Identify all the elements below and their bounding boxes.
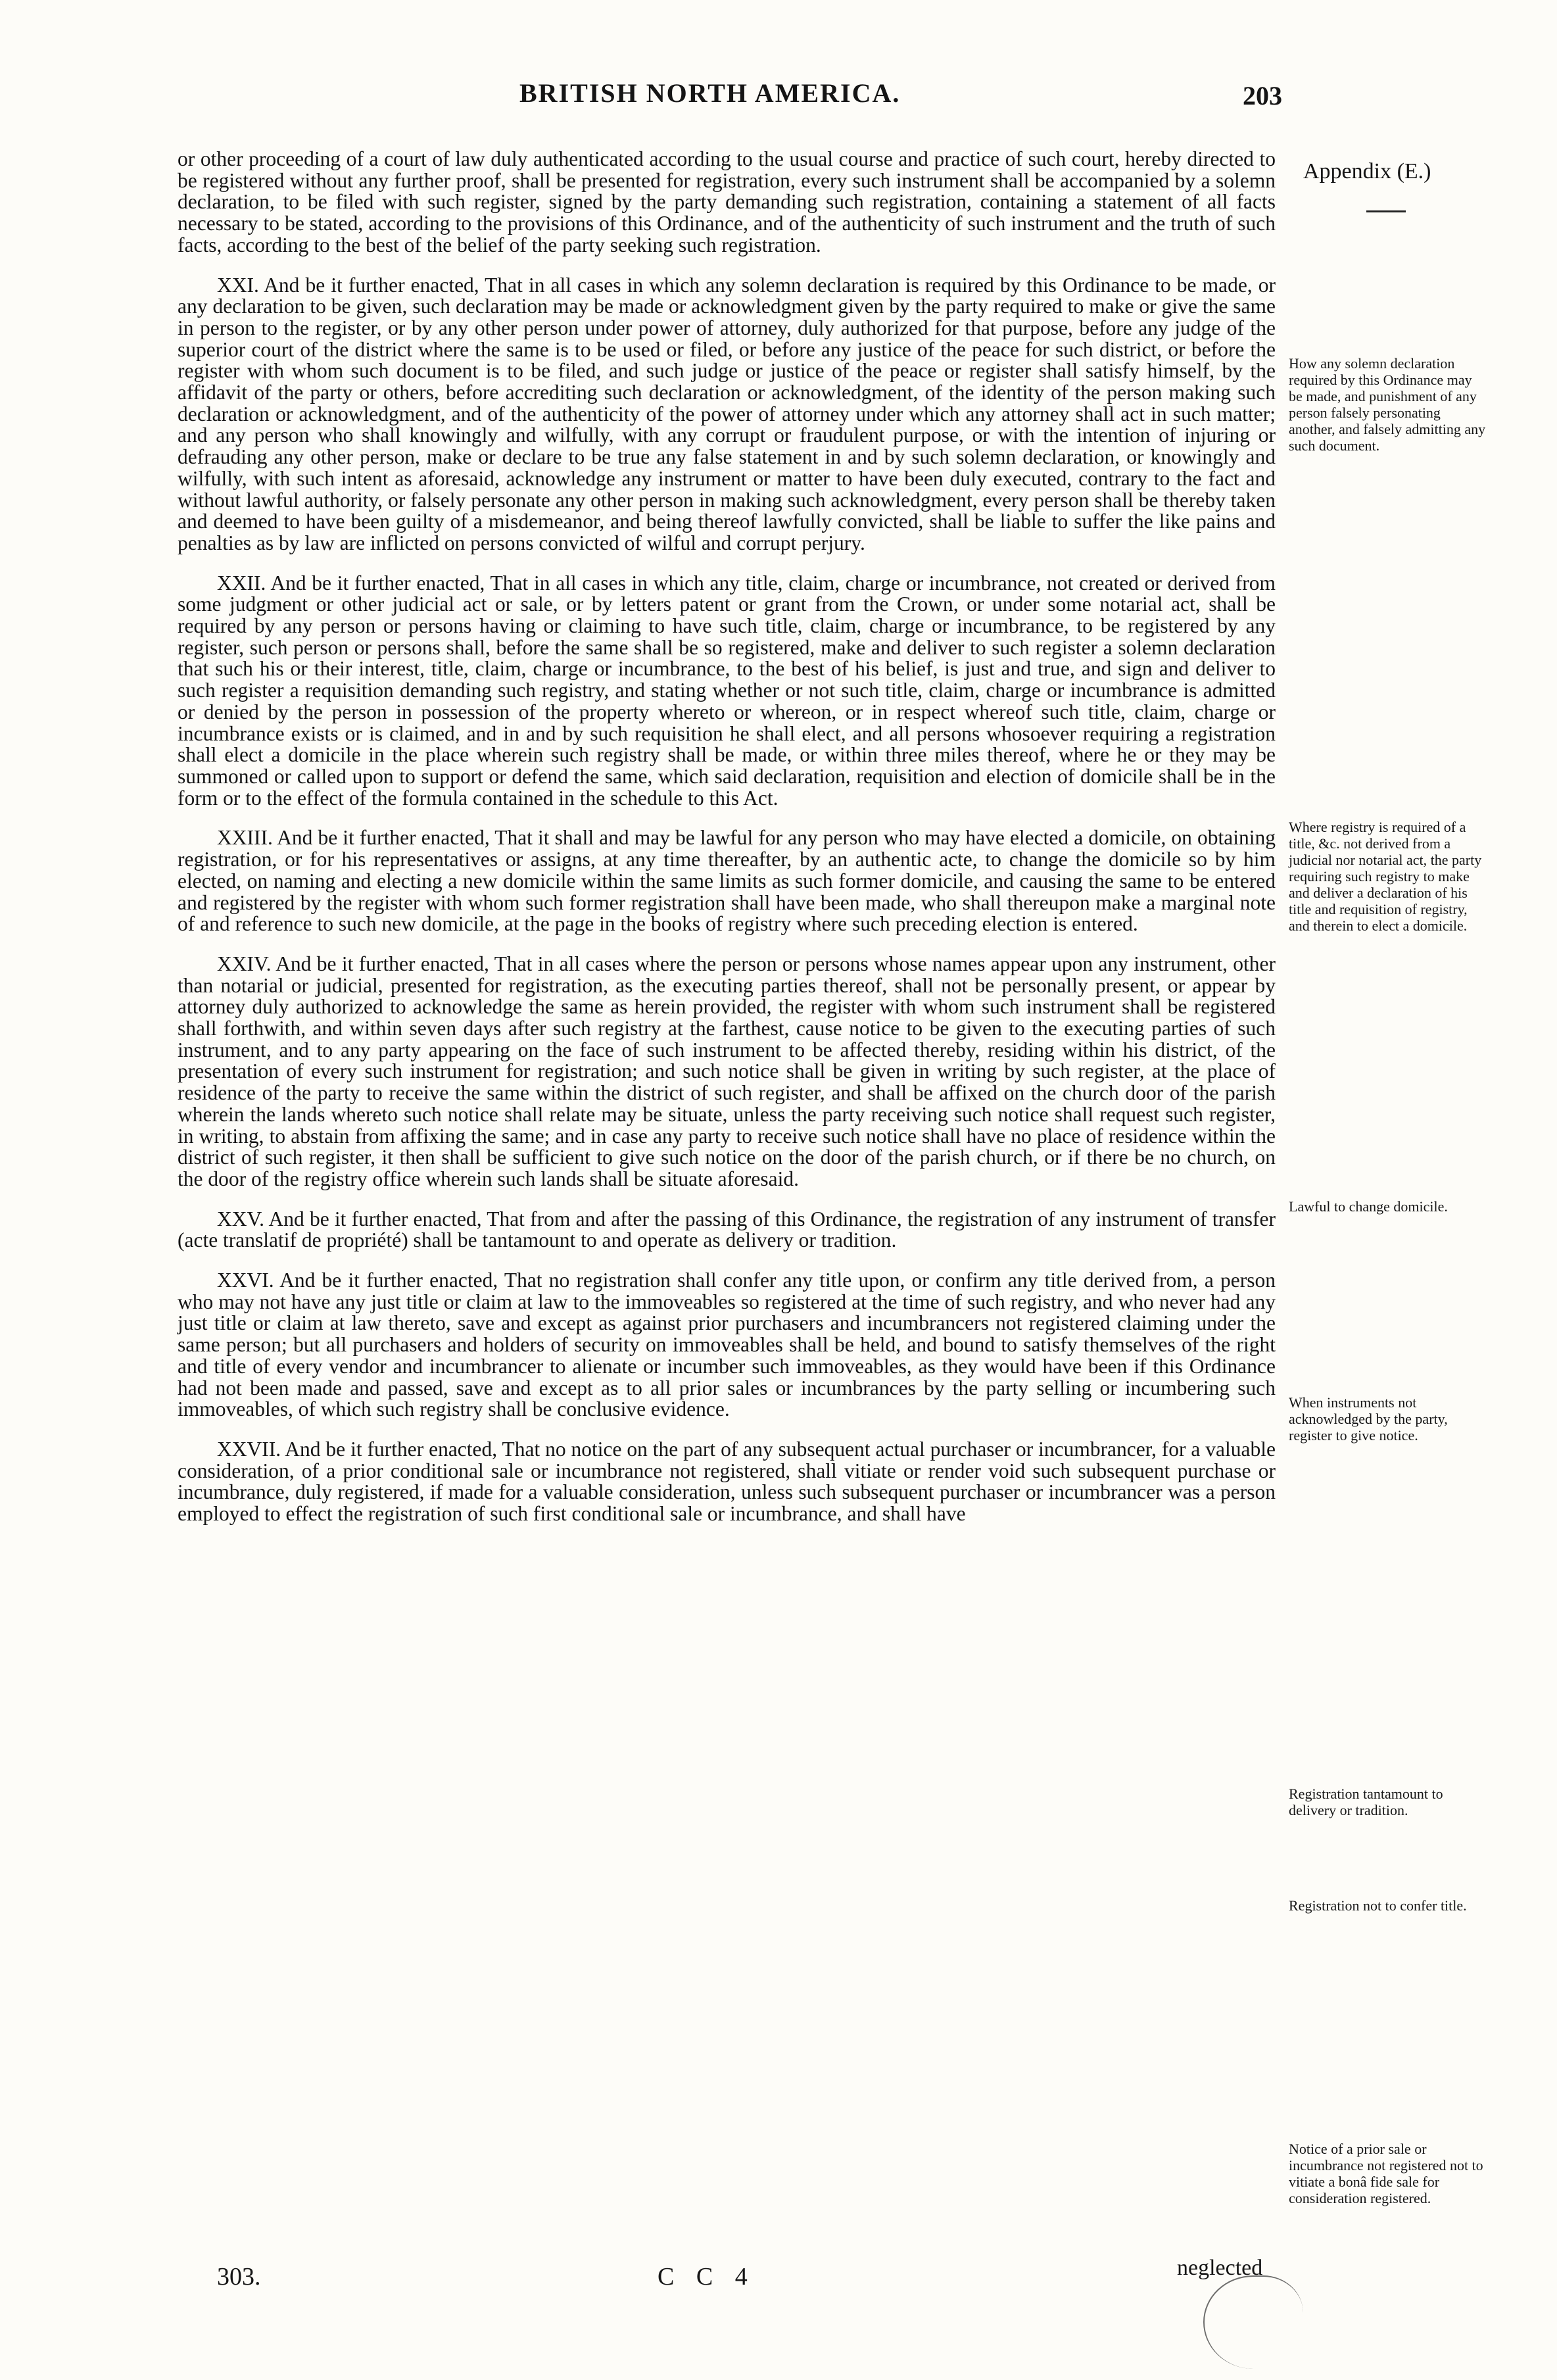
margin-note-xxi: How any solemn declaration required by this Ordinance may be made, and punishment of any person falsely personating another, and falsely admitting any such document. [1289, 355, 1486, 454]
section-xxvi: XXVI. And be it further enacted, That no registration shall confer any title upon, or confirm any title derived from, a person who may not have any just title or claim at law to the immoveables so registered at the time of such registry, and who never had any just title or claim at law thereto, save and except as against prior purchasers and incumbrancers not registered claiming under the same person; but all purchasers and holders of security on immoveables shall be held, and bound to satisfy themselves of the right and title of every vendor and incumbrancer to alienate or incumber such immoveables, as they would have been if this Ordinance had not been made and passed, save and except as to all prior sales or incumbrances by the party selling or incumbering such immoveables, of which such registry shall be conclusive evidence. [178, 1269, 1276, 1421]
appendix-label: Appendix (E.) [1303, 159, 1431, 183]
page-header [0, 78, 1557, 130]
margin-note-xxvii: Notice of a prior sale or incumbrance not registered not to vitiate a bonâ fide sale for consideration registered. [1289, 2141, 1483, 2206]
section-xxiii: XXIII. And be it further enacted, That it shall and may be lawful for any person who may have elected a domicile, on obtaining registration, or for his representatives or assigns, at any time thereafter, by an authentic acte, to change the domicile so by him elected, on naming and electing a new domicile within the same limits as such former domicile, and causing the same to be entered and registered by the register with whom such former registration shall have been made, who shall thereupon make a marginal note of and reference to such new domicile, at the page in the books of registry where such preceding election is entered. [178, 826, 1276, 936]
body-text [178, 149, 1276, 1543]
pencil-mark-icon [1203, 2275, 1303, 2369]
margin-note-xxv: Registration tantamount to delivery or tradition. [1289, 1785, 1443, 1818]
signature-mark: C C 4 [658, 2263, 755, 2291]
section-xxiv: XXIV. And be it further enacted, That in all cases where the person or persons whose names appear upon any instrument, other than notarial or judicial, presented for registration, as the executing parties thereof, shall not be personally present, or appear by attorney duly authorized to acknowledge the same as herein provided, the register with whom such instrument shall be registered shall forthwith, and within seven days after such registry at the farthest, cause notice to be given to the executing parties of such instrument, and to any party appearing on the face of such instrument to be affected thereby, residing within his district, of the presentation of every such instrument for registration; and such notice shall be given in writing by such register, at the place of residence of the party to receive the same within the district of such register, and shall be affixed on the church door of the parish wherein the lands whereto such notice shall relate may be situate, unless the party receiving such notice shall request such register, in writing, to abstain from affixing the same; and in case any party to receive such notice shall have no place of residence within the district of such register, it then shall be sufficient to give such notice on the door of the parish church, or if there be no church, on the door of the registry office wherein such lands shall be situate aforesaid. [178, 952, 1276, 1190]
section-xxi: XXI. And be it further enacted, That in all cases in which any solemn declaration is required by this Ordinance to be made, or any declaration to be given, such declaration may be made or acknowledgment given by the party required to make or give the same in person to the register, or by any other person under power of attorney, duly authorized for that purpose, before any judge of the superior court of the district where the same is to be used or filed, or before any justice of the peace for such district, or before the register with whom such document is to be filed, and such judge or justice of the peace or register shall satisfy himself, by the affidavit of the party or others, before accrediting such declaration or acknowledgment, of the identity of the person making such declaration or acknowledgment, and of the authenticity of the power of attorney under which any attorney shall act in such matter; and any person who shall knowingly and wilfully, with any corrupt or fraudulent purpose, or with the intention of injuring or defrauding any other person, make or declare to be true any false statement in and by such solemn declaration, or knowingly and wilfully, with such intent as aforesaid, acknowledge any instrument or matter to have been duly executed, contrary to the fact and without lawful authority, or falsely personate any other person in making such acknowledgment, every person shall be thereby taken and deemed to have been guilty of a misdemeanor, and being thereof lawfully convicted, shall be liable to suffer the like pains and penalties as by law are inflicted on persons convicted of wilful and corrupt perjury. [178, 273, 1276, 554]
page-number: 203 [1243, 81, 1282, 110]
margin-note-xxiii: Lawful to change domicile. [1289, 1198, 1448, 1215]
running-title: BRITISH NORTH AMERICA. [519, 78, 901, 108]
catchword: neglected [1177, 2256, 1263, 2280]
section-xxvii: XXVII. And be it further enacted, That no notice on the part of any subsequent actual purchaser or incumbrancer, for a valuable consideration, of a prior conditional sale or incumbrance not registered, shall vitiate or render void such subsequent purchase or incumbrance, duly registered, if made for a valuable consideration, unless such subsequent purchaser or incumbrancer was a person employed to effect the registration of such first conditional sale or incumbrance, and shall have [178, 1437, 1276, 1526]
margin-note-xxiv: When instruments not acknowledged by the party, register to give notice. [1289, 1394, 1448, 1444]
page-footer [0, 2256, 1557, 2315]
margin-note-xxvi: Registration not to confer title. [1289, 1897, 1467, 1914]
margin-note-xxii: Where registry is required of a title, &c. not derived from a judicial nor notarial act, the party requiring such registry to make and deliver a declaration of his title and requisition of registry, and therein to elect a domicile. [1289, 819, 1482, 934]
appendix-rule [1366, 210, 1406, 212]
paragraph-continuation: or other proceeding of a court of law duly authenticated according to the usual course and practice of such court, hereby directed to be registered without any further proof, shall be presented for registration, every such instrument shall be accompanied by a solemn declaration, to be filed with such register, signed by the party demanding such registration, containing a statement of all facts necessary to be stated, according to the provisions of this Ordinance, and of the authenticity of such instrument and the truth of such facts, according to the best of the belief of the party seeking such registration. [178, 147, 1276, 256]
section-xxii: XXII. And be it further enacted, That in all cases in which any title, claim, charge or incumbrance, not created or derived from some judgment or other judicial act or sale, or by letters patent or grant from the Crown, or under some notarial act, shall be required by any person or persons having or claiming to have such title, claim, charge or incumbrance, to be registered by any register, such person or persons shall, before the same shall be so registered, make and deliver to such register a solemn declaration that such his or their interest, title, claim, charge or incumbrance, to the best of his belief, is just and true, and sign and deliver to such register a requisition demanding such registry, and stating whether or not such title, claim, charge or incumbrance is admitted or denied by the person in possession of the property whereto or whereon, or in respect whereof such title, claim, charge or incumbrance exists or is claimed, and in and by such requisition he shall elect, and all persons whosoever requiring a registration shall elect a domicile in the place wherein such registry shall be made, or within three miles thereof, where he or they may be summoned or called upon to support or defend the same, which said declaration, requisition and election of domicile shall be in the form or to the effect of the formula contained in the schedule to this Act. [178, 571, 1276, 810]
signature-number: 303. [217, 2263, 261, 2291]
section-xxv: XXV. And be it further enacted, That from and after the passing of this Ordinance, the registration of any instrument of transfer (acte translatif de propriété) shall be tantamount to and operate as delivery or tradition. [178, 1207, 1276, 1252]
